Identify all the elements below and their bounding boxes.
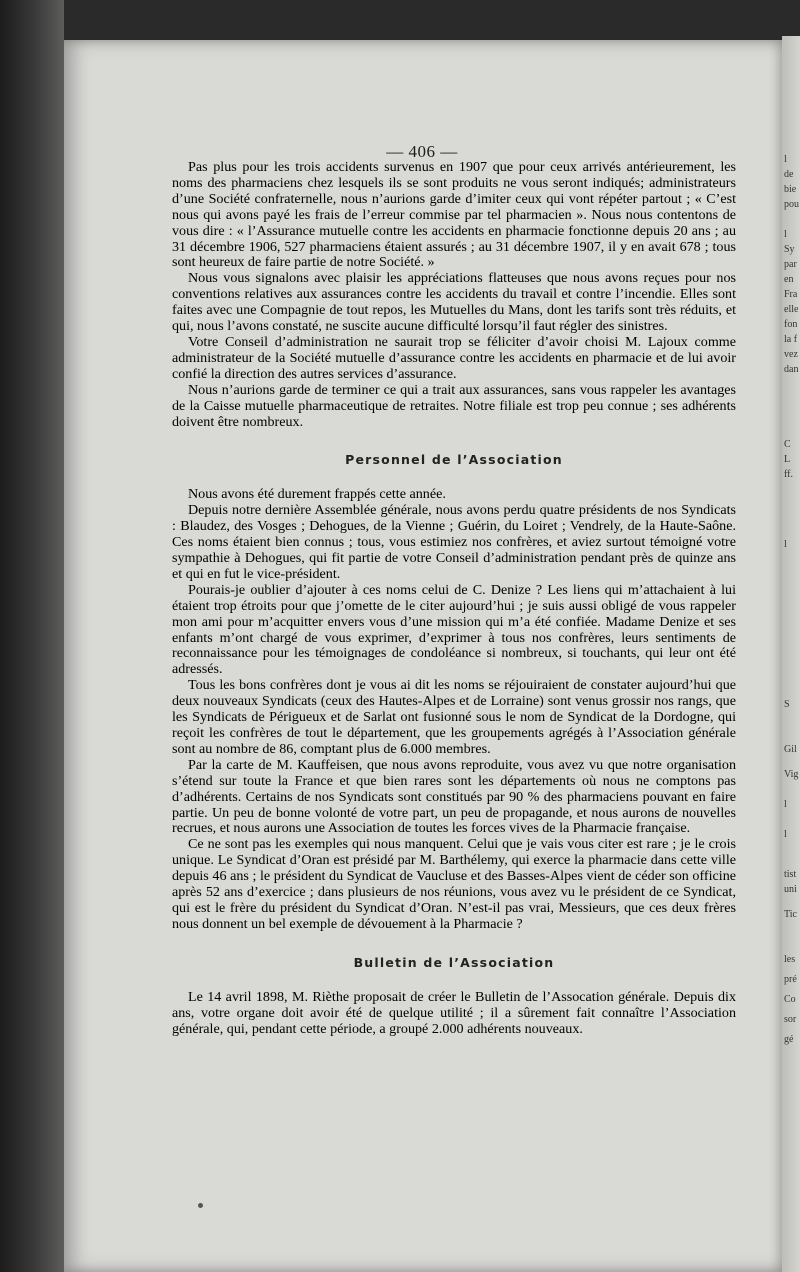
facing-page-fragment: dan	[784, 364, 799, 375]
facing-page-fragment: par	[784, 259, 797, 270]
facing-page-fragment: Gil	[784, 744, 797, 755]
facing-page-fragment: L	[784, 454, 791, 465]
paragraph: Nous avons été durement frappés cette année.	[188, 486, 446, 503]
facing-page-fragment: vez	[784, 349, 798, 360]
facing-page-fragment: S	[784, 699, 790, 710]
facing-page-fragment: les	[784, 954, 796, 965]
facing-page-fragment: Sy	[784, 244, 795, 255]
paragraph: Depuis notre dernière Assemblée générale, nous avons perdu quatre présidents de nos Syndicats : Blaudez, des Vosges ; Dehogues, de la Vienne ; Guérin, du Loiret ; Vendrely, de la Haute-Saône. Ces noms étaient bien connus ; tous, vous estimiez nos confrères, et aviez surtout témoigné votre sympathie à Dehogues, qui fit partie de votre Conseil d’administration pendant près de quinze ans et qui en fut le vice-président.	[172, 502, 736, 582]
section-heading: Bulletin de l’Association	[353, 954, 555, 970]
facing-page-fragment: sor	[784, 1014, 797, 1025]
facing-page-fragment: gé	[784, 1034, 794, 1045]
facing-page-fragment: Co	[784, 994, 796, 1005]
facing-page-fragment: elle	[784, 304, 799, 315]
facing-page-fragment: de	[784, 169, 794, 180]
facing-page-fragment: l	[784, 229, 787, 240]
facing-page-fragment: bie	[784, 184, 797, 195]
facing-page-fragment: pré	[784, 974, 797, 985]
facing-page-fragment: Vig	[784, 769, 799, 780]
paragraph: Pourais-je oublier d’ajouter à ces noms celui de C. Denize ? Les liens qui m’attachaient à lui étaient trop étroits pour que j’omette de le citer aujourd’hui ; je suis aussi obligé de vous rappeler mon ami pour m’acquitter envers vous d’une mission qui m’a été confiée. Madame Denize et ses enfants m’ont chargé de vous exprimer, d’exprimer à tous nos confrères, leurs sentiments de reconnaissance pour les témoignages de condoléance si nombreux, si touchants, qui leur ont été adressés.	[172, 581, 736, 678]
facing-page-fragment: Fra	[784, 289, 798, 300]
facing-page-fragment: l	[784, 154, 787, 165]
paragraph: Votre Conseil d’administration ne saurait trop se féliciter d’avoir choisi M. Lajoux comme administrateur de la Société mutuelle d’assurance contre les accidents en pharmacie et de lui avoir confié la direction des autres services d’assurance.	[172, 333, 736, 382]
facing-page-fragment: fon	[784, 319, 798, 330]
next-page-edge	[782, 36, 800, 1272]
facing-page-fragment: uni	[784, 884, 797, 895]
facing-page-fragment: l	[784, 829, 787, 840]
paragraph: Le 14 avril 1898, M. Rièthe proposait de créer le Bulletin de l’Assocation générale. Depuis dix ans, votre organe doit avoir été de quelque utilité ; il a sûrement fait connaître l’Association générale, qui, pendant cette période, a groupé 2.000 adhérents nouveaux.	[172, 988, 736, 1037]
facing-page-fragment: tist	[784, 869, 797, 880]
paragraph: Tous les bons confrères dont je vous ai dit les noms se réjouiraient de constater aujourd’hui que deux nouveaux Syndicats (ceux des Hautes-Alpes et de Lorraine) sont venus grossir nos rangs, que les Syndicats de Périgueux et de Sarlat ont fusionné sous le nom de Syndicat de la Dordogne, qui reçoit les confrères de tout le département, que les groupements agrégés à l’Association générale sont au nombre de 86, comptant plus de 6.000 membres.	[172, 677, 736, 757]
ink-dot	[198, 1203, 203, 1208]
facing-page-fragment: l	[784, 539, 787, 550]
facing-page-fragment: C	[784, 439, 791, 450]
facing-page-fragment: Tic	[784, 909, 797, 920]
paragraph: Par la carte de M. Kauffeisen, que nous avons reproduite, vous avez vu que notre organisation s’étend sur toute la France et que bien rares sont les départements où nous ne comptons pas d’adhérents. Certains de nos Syndicats sont constitués par 90 % des pharmaciens pouvant en faire partie. Un peu de bonne volonté de votre part, un peu de propagande, et nous aurons de nouvelles recrues, et nous aurons une Association de toutes les forces vives de la Pharmacie française.	[172, 756, 736, 837]
facing-page-fragment: la f	[784, 334, 798, 345]
paragraph: Nous vous signalons avec plaisir les appréciations flatteuses que nous avons reçues pour nos conventions relatives aux assurances contre les accidents du travail et contre l’incendie. Elles sont faites avec une Compagnie de tout repos, les Mutuelles du Mans, dont les tarifs sont très réduits, et qui, nous l’avons constaté, ne suscite aucune difficulté lorsqu’il faut régler des sinistres.	[172, 270, 736, 335]
facing-page-fragment: l	[784, 799, 787, 810]
scan-left-edge	[0, 0, 64, 1272]
paragraph: Nous n’aurions garde de terminer ce qui a trait aux assurances, sans vous rappeler les avantages de la Caisse mutuelle pharmaceutique de retraites. Notre filiale est trop peu connue ; ses adhérents doivent être nombreux.	[172, 381, 736, 430]
section-heading: Personnel de l’Association	[345, 452, 563, 468]
paragraph: Pas plus pour les trois accidents survenus en 1907 que pour ceux arrivés antérieurement, les noms des pharmaciens chez lesquels ils se sont produits ne vous seront indiqués; administrateurs d’une Société confraternelle, nous n’aurions garde d’imiter ceux qui vont répéter partout ; « C’est nous qui avons payé les frais de l’erreur commise par tel pharmacien ». Nous nous contentons de vous dire : « l’Assurance mutuelle contre les accidents en pharmacie fonctionne depuis 20 ans ; au 31 décembre 1906, 527 pharmaciens étaient assurés ; au 31 décembre 1907, il y en avait 678 ; tous sont heureux de faire partie de notre Société. »	[172, 159, 736, 271]
facing-page-fragment: pou	[784, 199, 799, 210]
facing-page-fragment: en	[784, 274, 794, 285]
page-number: — 406 —	[386, 142, 458, 161]
document-body	[172, 160, 736, 1038]
paragraph: Ce ne sont pas les exemples qui nous manquent. Celui que je vais vous citer est rare ; je le crois unique. Le Syndicat d’Oran est présidé par M. Barthélemy, qui exerce la pharmacie dans cette ville depuis 46 ans ; le président du Syndicat de Vaucluse et des Basses-Alpes vient de céder son officine après 52 ans d’exercice ; dans plusieurs de nos réunions, vous avez vu le président de ce Syndicat, qui est le frère du président du Syndicat d’Oran. N’est-il pas vrai, Messieurs, que ces deux frères nous donnent un bel exemple de dévouement à la Pharmacie ?	[172, 836, 736, 932]
facing-page-fragment: ff.	[784, 469, 793, 480]
